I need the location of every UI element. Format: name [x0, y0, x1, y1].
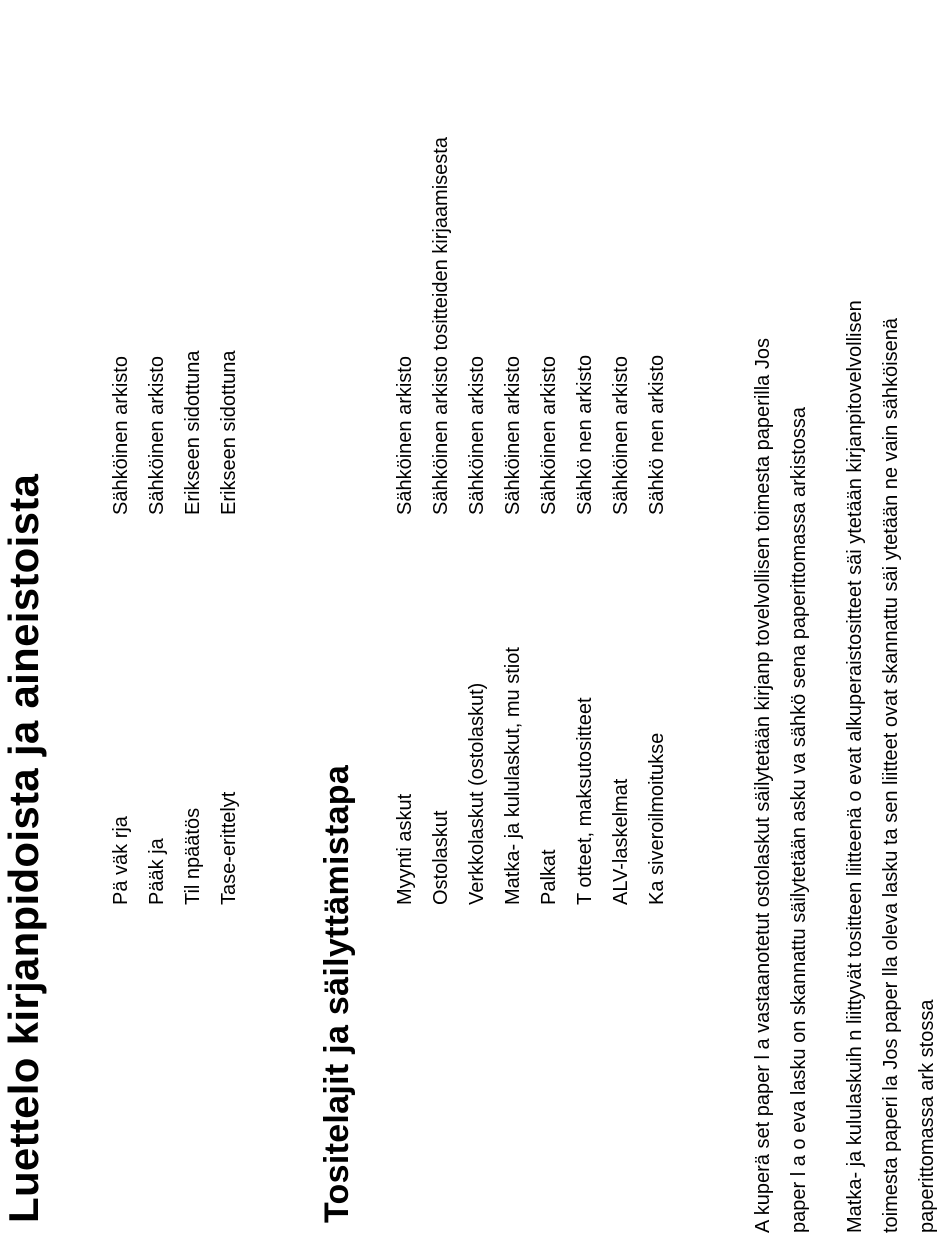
ledger-storage: Erikseen sidottuna — [218, 350, 240, 515]
expense-claims-paragraph — [837, 300, 942, 1233]
voucher-storage: Sähköinen arkisto tositteiden kirjaamisesta — [430, 137, 452, 515]
ledger-storage: Erikseen sidottuna — [182, 350, 204, 515]
ledger-name: Til npäätös — [182, 807, 204, 905]
ledger-name: Pä väk rja — [110, 816, 132, 905]
voucher-storage: Sähkö nen arkisto — [646, 354, 668, 515]
voucher-storage: Sähköinen arkisto — [538, 356, 560, 515]
voucher-storage: Sähkö nen arkisto — [574, 354, 596, 515]
ledger-name: Pääk ja — [146, 838, 168, 905]
section-title: Tositelajit ja säilyttämistapa — [318, 764, 356, 1223]
paragraph-line: toimesta paperi la Jos paper lla oleva lasku ta sen liitteet ovat skannattu säi ytetään ne vain sähköisenä — [880, 318, 902, 1233]
voucher-storage: Sähköinen arkisto — [610, 356, 632, 515]
voucher-type: Matka- ja kululaskut, mu stiot — [502, 647, 524, 905]
ledger-name: Tase-erittelyt — [218, 791, 240, 905]
voucher-type: Verkkolaskut (ostolaskut) — [466, 682, 488, 905]
voucher-storage: Sähköinen arkisto — [466, 356, 488, 515]
voucher-storage-list — [387, 137, 675, 515]
voucher-type: ALV-laskelmat — [610, 778, 632, 905]
document-title: Luettelo kirjanpidoista ja aineistoista — [0, 473, 47, 1223]
voucher-type: Myynti askut — [394, 793, 416, 905]
paragraph-line: A kuperä set paper l a vastaanotetut ostolaskut säilytetään kirjanp tovelvollisen toimesta paperilla Jos — [752, 338, 774, 1233]
original-invoices-paragraph — [745, 338, 817, 1233]
ledger-storage: Sähköinen arkisto — [146, 356, 168, 515]
voucher-storage: Sähköinen arkisto — [394, 356, 416, 515]
paragraph-line: Matka- ja kululaskuih n liittyvät tositteen liitteenä o evat alkuperaistositteet säi ytetään kirjanpitovelvollisen — [844, 300, 866, 1233]
voucher-type: Ka siveroilmoitukse — [646, 732, 668, 905]
voucher-type-list — [387, 647, 675, 905]
voucher-type: Palkat — [538, 849, 560, 905]
ledger-storage: Sähköinen arkisto — [110, 356, 132, 515]
voucher-type: T otteet, maksutositteet — [574, 697, 596, 905]
voucher-storage: Sähköinen arkisto — [502, 356, 524, 515]
voucher-type: Ostolaskut — [430, 810, 452, 905]
ledger-storage-list — [103, 350, 247, 515]
paragraph-line: paper l a o eva lasku on skannattu säilytetään asku va sähkö sena paperittomassa arkistossa — [788, 406, 810, 1233]
paragraph-line: paperittomassa ark stossa — [916, 999, 938, 1233]
ledger-list — [103, 792, 247, 905]
